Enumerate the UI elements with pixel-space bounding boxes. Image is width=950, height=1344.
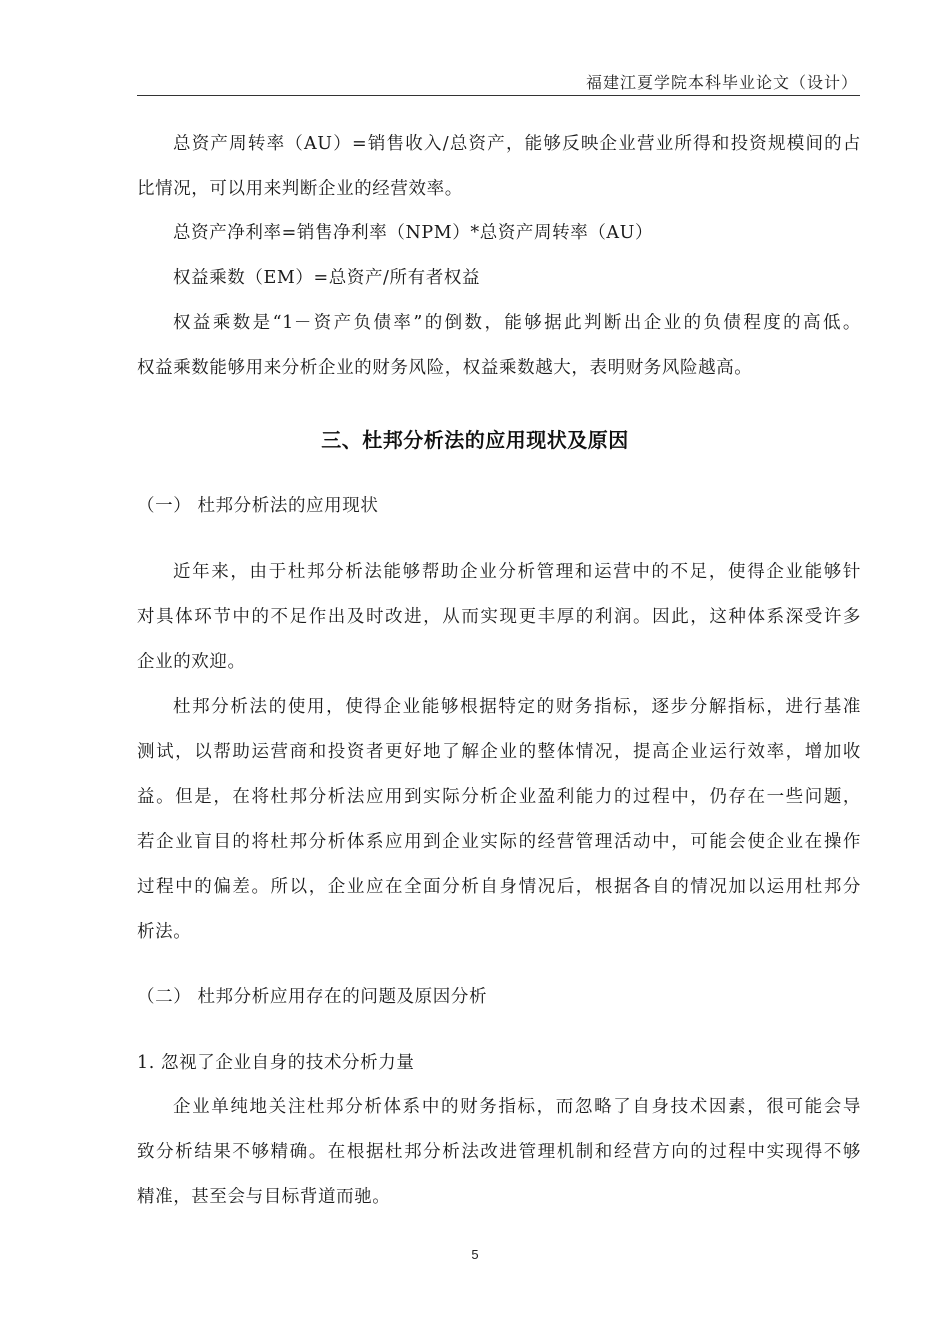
body-line: 益。但是，在将杜邦分析法应用到实际分析企业盈利能力的过程中，仍存在一些问题， [137,787,861,807]
subsection-heading: （一） 杜邦分析法的应用现状 [137,496,379,516]
formula-line: 权益乘数（EM）=总资产/所有者权益 [173,268,481,288]
formula-line: 总资产净利率=销售净利率（NPM）*总资产周转率（AU） [173,223,654,243]
header-divider [137,95,860,96]
body-line: 权益乘数是“1－资产负债率”的倒数，能够据此判断出企业的负债程度的高低。 [173,313,861,333]
body-line: 总资产周转率（AU）=销售收入/总资产，能够反映企业营业所得和投资规模间的占 [173,134,861,154]
body-line: 企业单纯地关注杜邦分析体系中的财务指标，而忽略了自身技术因素，很可能会导 [173,1097,861,1117]
page-number: 5 [471,1247,479,1262]
body-line: 析法。 [137,922,192,942]
list-item-heading: 1. 忽视了企业自身的技术分析力量 [137,1053,415,1073]
body-line: 测试，以帮助运营商和投资者更好地了解企业的整体情况，提高企业运行效率，增加收 [137,742,861,762]
subsection-heading: （二） 杜邦分析应用存在的问题及原因分析 [137,987,488,1007]
body-line: 致分析结果不够精确。在根据杜邦分析法改进管理机制和经营方向的过程中实现得不够 [137,1142,861,1162]
body-line: 权益乘数能够用来分析企业的财务风险，权益乘数越大，表明财务风险越高。 [137,358,753,378]
running-header: 福建江夏学院本科毕业论文（设计） [585,73,858,92]
body-line: 杜邦分析法的使用，使得企业能够根据特定的财务指标，逐步分解指标，进行基准 [173,697,861,717]
body-line: 对具体环节中的不足作出及时改进，从而实现更丰厚的利润。因此，这种体系深受许多 [137,607,861,627]
body-line: 过程中的偏差。所以，企业应在全面分析自身情况后，根据各自的情况加以运用杜邦分 [137,877,861,897]
body-line: 企业的欢迎。 [137,652,246,672]
body-line: 若企业盲目的将杜邦分析体系应用到企业实际的经营管理活动中，可能会使企业在操作 [137,832,861,852]
body-line: 近年来，由于杜邦分析法能够帮助企业分析管理和运营中的不足，使得企业能够针 [173,562,861,582]
body-line: 比情况，可以用来判断企业的经营效率。 [137,179,463,199]
section-heading: 三、杜邦分析法的应用现状及原因 [321,428,629,452]
body-line: 精准，甚至会与目标背道而驰。 [137,1187,391,1207]
